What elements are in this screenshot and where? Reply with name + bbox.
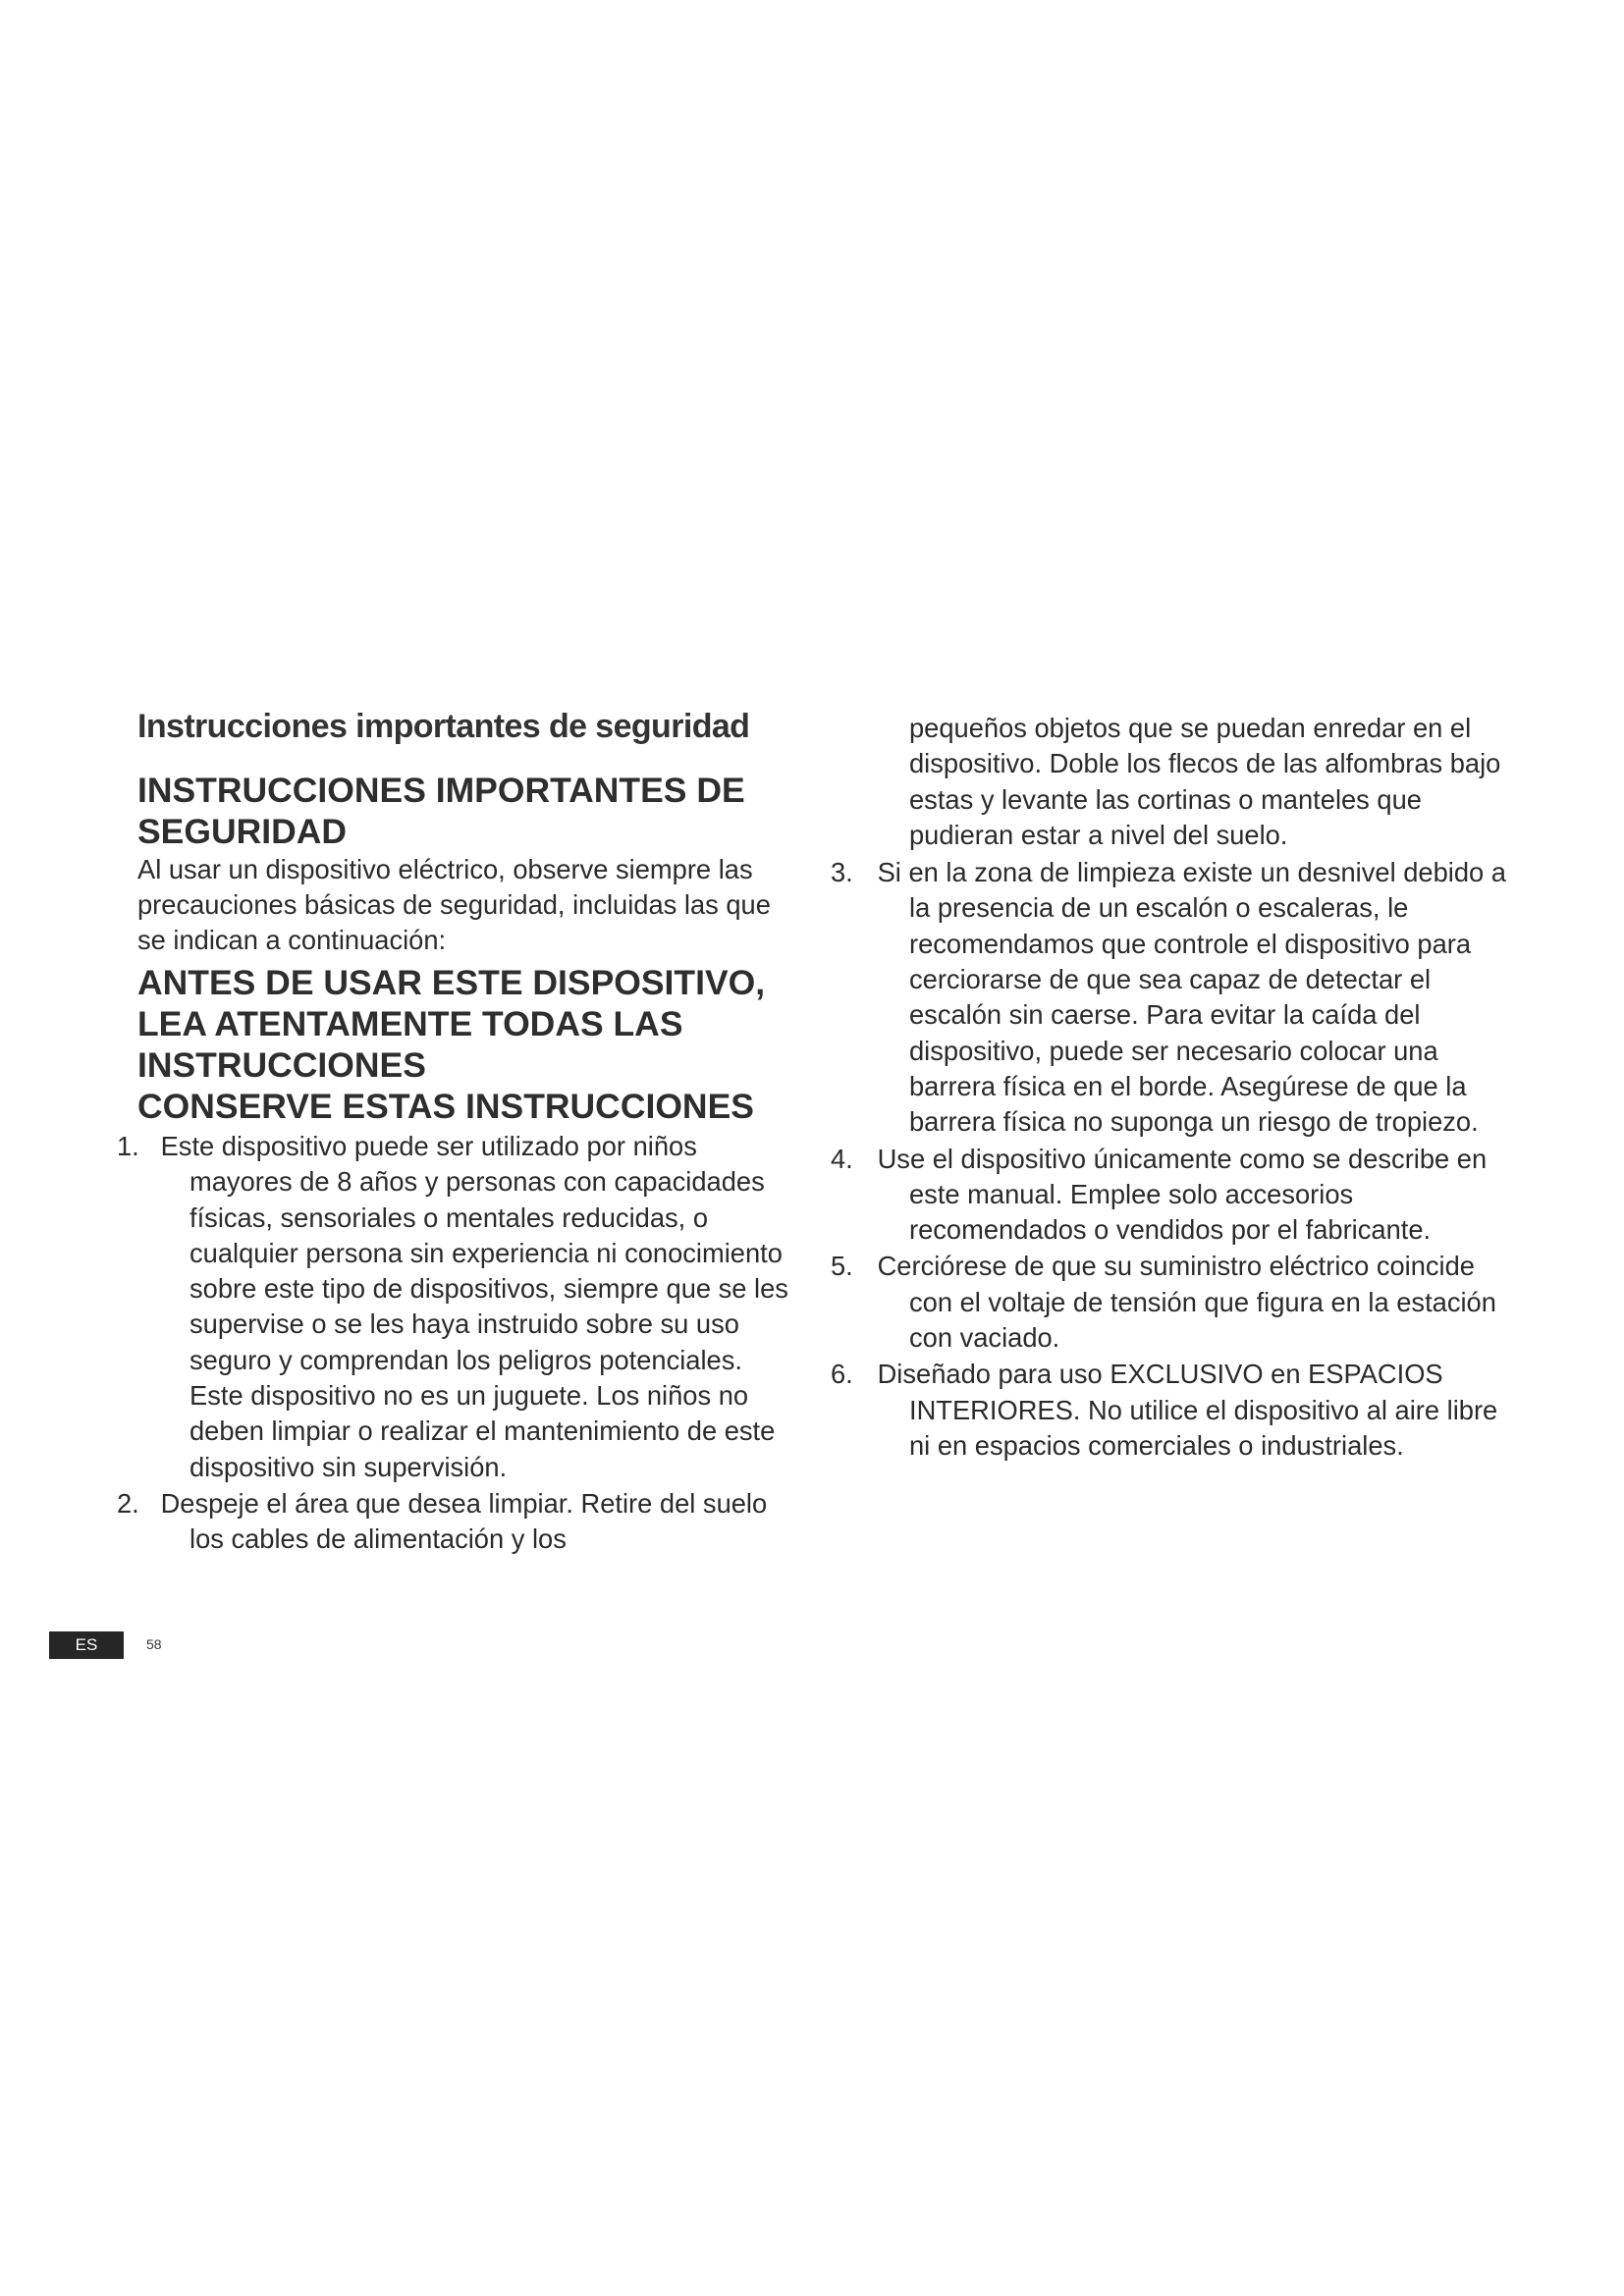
- heading-keep-instructions: CONSERVE ESTAS INSTRUCCIONES: [137, 1087, 754, 1126]
- item-text: Este dispositivo puede ser utilizado por niños mayores de 8 años y personas con capacidades físicas, sensoriales o mentales reducidas, o cualquier persona sin experiencia ni conocimiento sobre este tipo de dispositivos, siempre que se les supervise o se les haya instruido sobre su uso seguro y comprendan los peligros potenciales. Este dispositivo no es un juguete. Los niños no deben limpiar o realizar el mantenimiento de este dispositivo sin supervisión.: [160, 1131, 788, 1482]
- item-text: Cerciórese de que su suministro eléctrico coincide con el voltaje de tensión que figura en la estación con vaciado.: [877, 1251, 1496, 1354]
- heading-important-instructions: INSTRUCCIONES IMPORTANTES DE SEGURIDAD: [137, 771, 745, 851]
- page-number: 58: [146, 1636, 162, 1652]
- heading-read-before-use: ANTES DE USAR ESTE DISPOSITIVO, LEA ATENTAMENTE TODAS LAS INSTRUCCIONES: [137, 963, 766, 1085]
- item-text: Use el dispositivo únicamente como se describe en este manual. Emplee solo accesorios recomendados o vendidos por el fabricante.: [877, 1143, 1488, 1246]
- right-safety-list: [831, 855, 1520, 1464]
- right-column: [831, 711, 1520, 1465]
- intro-paragraph: Al usar un dispositivo eléctrico, observe siempre las precauciones básicas de seguridad, incluidas las que se indican a continuación:: [137, 854, 771, 955]
- item-2-continuation: pequeños objetos que se puedan enredar en el dispositivo. Doble los flecos de las alfombras bajo estas y levante las cortinas o manteles que pudieran estar a nivel del suelo.: [909, 713, 1501, 850]
- section-title: Instrucciones importantes de seguridad: [137, 708, 750, 745]
- list-item-2: 2. Despeje el área que desea limpiar. Retire del suelo los cables de alimentación y los: [117, 1487, 768, 1555]
- item-text: Diseñado para uso EXCLUSIVO en ESPACIOS INTERIORES. No utilice el dispositivo al aire libre ni en espacios comerciales o industriales.: [877, 1359, 1498, 1461]
- list-item-1: 1. Este dispositivo puede ser utilizado por niños mayores de 8 años y personas con capacidades físicas, sensoriales o mentales reducidas, o cualquier persona sin experiencia ni conocimiento sobre este tipo de dispositivos, siempre que se les supervise o se les haya instruido sobre su uso seguro y comprendan los peligros potenciales. Este dispositivo no es un juguete. Los niños no deben limpiar o realizar el mantenimiento de este dispositivo sin supervisión.: [117, 1131, 788, 1482]
- list-item-4: 4. Use el dispositivo únicamente como se describe en este manual. Emplee solo accesorios recomendados o vendidos por el fabricante.: [831, 1143, 1488, 1246]
- item-text: Si en la zona de limpieza existe un desnivel debido a la presencia de un escalón o escaleras, le recomendamos que controle el dispositivo para cerciorarse de que sea capaz de detectar el escalón sin caerse. Para evitar la caída del dispositivo, puede ser necesario colocar una barrera física en el borde. Asegúrese de que la barrera física no suponga un riesgo de tropiezo.: [877, 857, 1506, 1138]
- language-badge: ES: [49, 1631, 124, 1659]
- item-text: Despeje el área que desea limpiar. Retire del suelo los cables de alimentación y los: [160, 1487, 768, 1555]
- list-item-3: 3. Si en la zona de limpieza existe un desnivel debido a la presencia de un escalón o escaleras, le recomendamos que controle el dispositivo para cerciorarse de que sea capaz de detectar el escalón sin caerse. Para evitar la caída del dispositivo, puede ser necesario colocar una barrera física en el borde. Asegúrese de que la barrera física no suponga un riesgo de tropiezo.: [831, 857, 1506, 1138]
- left-safety-list: [117, 1129, 793, 1558]
- left-column: [117, 705, 793, 1559]
- list-item-5: 5. Cerciórese de que su suministro eléctrico coincide con el voltaje de tensión que figura en la estación con vaciado.: [831, 1251, 1496, 1354]
- list-item-6: 6. Diseñado para uso EXCLUSIVO en ESPACIOS INTERIORES. No utilice el dispositivo al aire libre ni en espacios comerciales o industriales.: [831, 1359, 1498, 1461]
